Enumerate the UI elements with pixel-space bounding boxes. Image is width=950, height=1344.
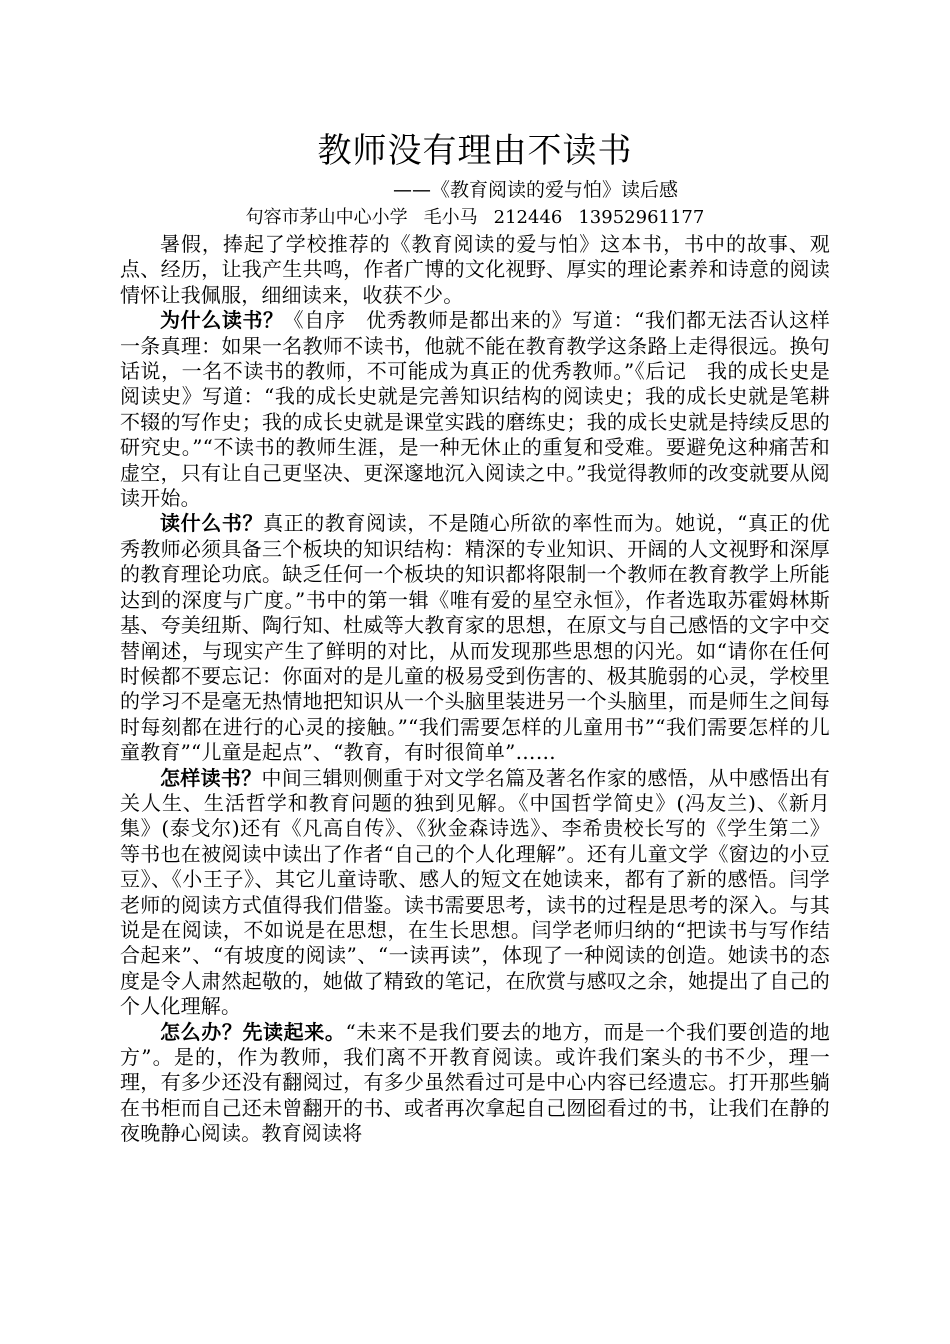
paragraph-heading: 读什么书？ — [160, 511, 264, 536]
paragraph-start-reading — [120, 1020, 830, 1147]
paragraph-intro — [120, 232, 830, 308]
paragraph-heading: 怎么办？先读起来。 — [160, 1019, 346, 1044]
document-subtitle: ——《教育阅读的爱与怕》读后感 — [392, 179, 678, 201]
paragraph-why-read — [120, 308, 830, 511]
paragraph-text: “未来不是我们要去的地方，而是一个我们要创造的地方”。是的，作为教师，我们离不开教育阅读。或许我们案头的书不少，理一理，有多少还没有翻阅过，有多少虽然看过可是中心内容已经遗忘。打开那些躺在书柜而自己还未曾翻开的书、或者再次拿起自己囫囵看过的书，让我们在静的夜晚静心阅读。教育阅读将 — [120, 1019, 830, 1146]
author-name: 毛小马 — [423, 207, 478, 228]
paragraph-text: 中间三辑则侧重于对文学名篇及著名作家的感悟，从中感悟出有关人生、生活哲学和教育问题的独到见解。《中国哲学简史》(冯友兰)、《新月集》(泰戈尔)还有《凡高自传》、《狄金森诗选》、李希贵校长写的《学生第二》等书也在被阅读中读出了作者“自己的个人化理解”。还有儿童文学《窗边的小豆豆》、《小王子》、其它儿童诗歌、感人的短文在她读来，都有了新的感悟。闫学老师的阅读方式值得我们借鉴。读书需要思考，读书的过程是思考的深入。与其说是在阅读，不如说是在思想，在生长思想。闫学老师归纳的“把读书与写作结合起来”、“有坡度的阅读”、“一读再读”，体现了一种阅读的创造。她读书的态度是令人肃然起敬的，她做了精致的笔记，在欣赏与感叹之余，她提出了自己的个人化理解。 — [120, 765, 830, 1019]
author-postcode: 212446 — [493, 207, 563, 228]
paragraph-text: 真正的教育阅读，不是随心所欲的率性而为。她说，“真正的优秀教师必须具备三个板块的知识结构：精深的专业知识、开阔的人文视野和深厚的教育理论功底。缺乏任何一个板块的知识都将限制一个教师在教育教学上所能达到的深度与广度。”书中的第一辑《唯有爱的星空永恒》，作者选取苏霍姆林斯基、夸美纽斯、陶行知、杜威等大教育家的思想，在原文与自己感悟的文字中交替阐述，与现实产生了鲜明的对比，从而发现那些思想的闪光。如“请你在任何时候都不要忘记：你面对的是儿童的极易受到伤害的、极其脆弱的心灵，学校里的学习不是毫无热情地把知识从一个头脑里装进另一个头脑里，而是师生之间每时每刻都在进行的心灵的接触。”“我们需要怎样的儿童用书”“我们需要怎样的儿童教育”“儿童是起点”、“教育，有时很简单”…… — [120, 511, 831, 765]
document-page — [120, 128, 830, 1147]
paragraph-heading: 为什么读书？ — [160, 308, 284, 333]
author-line — [120, 204, 830, 232]
author-phone: 13952961177 — [578, 207, 705, 228]
paragraph-what-to-read — [120, 511, 830, 765]
paragraph-how-to-read — [120, 766, 830, 1020]
author-school: 句容市茅山中心小学 — [245, 207, 408, 228]
paragraph-text: 《自序 优秀教师是都出来的》写道：“我们都无法否认这样一条真理：如果一名教师不读书，他就不能在教育教学这条路上走得很远。换句话说，一名不读书的教师，不可能成为真正的优秀教师。”《后记 我的成长史是阅读史》写道：“我的成长史就是完善知识结构的阅读史；我的成长史就是笔耕不辍的写作史；我的成长史就是课堂实践的磨练史；我的成长史就是持续反思的研究史。”“不读书的教师生涯，是一种无休止的重复和受难。要避免这种痛苦和虚空，只有让自己更坚决、更深邃地沉入阅读之中。”我觉得教师的改变就要从阅读开始。 — [120, 308, 830, 511]
document-title: 教师没有理由不读书 — [317, 131, 633, 171]
paragraph-heading: 怎样读书？ — [160, 765, 262, 790]
paragraph-text: 暑假，捧起了学校推荐的《教育阅读的爱与怕》这本书，书中的故事、观点、经历，让我产生共鸣，作者广博的文化视野、厚实的理论素养和诗意的阅读情怀让我佩服，细细读来，收获不少。 — [120, 232, 830, 307]
